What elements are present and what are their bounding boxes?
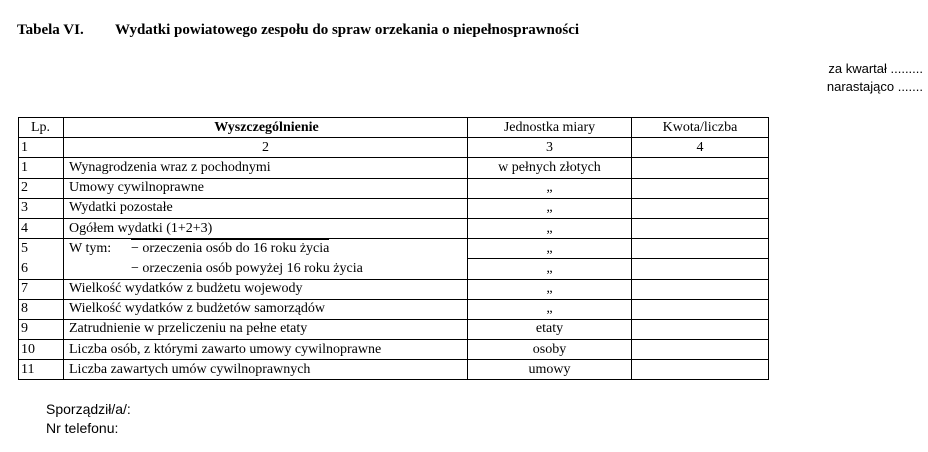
column-number-3: 3	[468, 138, 632, 158]
column-number-1: 1	[19, 138, 64, 158]
row-description: Wynagrodzenia wraz z pochodnymi	[64, 158, 468, 178]
row-lp: 8	[19, 299, 64, 319]
expenses-table	[18, 117, 769, 380]
header-value: Kwota/liczba	[632, 118, 769, 138]
row-description: Umowy cywilnoprawne	[64, 178, 468, 198]
table-header-row	[19, 118, 769, 138]
row-unit: w pełnych złotych	[468, 158, 632, 178]
prepared-by-label: Sporządził/a/:	[46, 401, 131, 417]
table-row	[19, 360, 769, 380]
row-value-cell[interactable]	[632, 178, 769, 198]
row-unit: „	[468, 198, 632, 218]
row-description: Liczba zawartych umów cywilnoprawnych	[64, 360, 468, 380]
period-cumulative: narastająco .......	[826, 79, 923, 94]
row-lp: 5	[19, 239, 64, 259]
row-value-cell[interactable]	[632, 218, 769, 238]
row-unit: „	[468, 218, 632, 238]
footer-block	[46, 400, 131, 438]
table-row	[19, 178, 769, 198]
table-row	[19, 340, 769, 360]
row-description: − orzeczenia osób do 16 roku życia	[131, 241, 330, 257]
row-description-group	[64, 259, 468, 279]
row-value-cell[interactable]	[632, 360, 769, 380]
table-row	[19, 259, 769, 279]
row-unit: „	[468, 178, 632, 198]
row-value-cell[interactable]	[632, 239, 769, 259]
row-unit: „	[468, 279, 632, 299]
column-number-4: 4	[632, 138, 769, 158]
row-lp: 1	[19, 158, 64, 178]
table-row	[19, 279, 769, 299]
phone-label: Nr telefonu:	[46, 420, 119, 436]
table-row	[19, 239, 769, 259]
table-row	[19, 299, 769, 319]
row-description: Ogółem wydatki (1+2+3)	[64, 218, 468, 238]
column-number-row	[19, 138, 769, 158]
row-unit: „	[468, 259, 632, 279]
row-value-cell[interactable]	[632, 259, 769, 279]
row-description-group	[64, 239, 468, 259]
row-unit: „	[468, 239, 632, 259]
row-lp: 6	[19, 259, 64, 279]
row-unit: osoby	[468, 340, 632, 360]
period-block	[827, 60, 923, 96]
table-row	[19, 158, 769, 178]
row-lp: 2	[19, 178, 64, 198]
row-value-cell[interactable]	[632, 279, 769, 299]
row-prefix: W tym:	[69, 241, 112, 257]
header-description: Wyszczególnienie	[64, 118, 468, 138]
row-description: Wielkość wydatków z budżetu wojewody	[64, 279, 468, 299]
row-lp: 4	[19, 218, 64, 238]
period-quarter: za kwartał .........	[828, 61, 923, 76]
row-value-cell[interactable]	[632, 198, 769, 218]
row-value-cell[interactable]	[632, 319, 769, 339]
table-row	[19, 198, 769, 218]
row-description: Wydatki pozostałe	[64, 198, 468, 218]
row-lp: 3	[19, 198, 64, 218]
table-row	[19, 319, 769, 339]
row-value-cell[interactable]	[632, 158, 769, 178]
table-row	[19, 218, 769, 238]
row-unit: „	[468, 299, 632, 319]
row-value-cell[interactable]	[632, 340, 769, 360]
table-title-label: Tabela VI.	[17, 22, 84, 38]
row-lp: 11	[19, 360, 64, 380]
row-lp: 7	[19, 279, 64, 299]
header-unit: Jednostka miary	[468, 118, 632, 138]
row-value-cell[interactable]	[632, 299, 769, 319]
table-title	[17, 22, 579, 39]
table-title-text: Wydatki powiatowego zespołu do spraw orzekania o niepełnosprawności	[115, 22, 580, 38]
row-lp: 10	[19, 340, 64, 360]
row-description: Liczba osób, z którymi zawarto umowy cywilnoprawne	[64, 340, 468, 360]
row-description: − orzeczenia osób powyżej 16 roku życia	[131, 260, 363, 276]
header-lp: Lp.	[19, 118, 64, 138]
row-description: Wielkość wydatków z budżetów samorządów	[64, 299, 468, 319]
column-number-2: 2	[64, 138, 468, 158]
row-description: Zatrudnienie w przeliczeniu na pełne etaty	[64, 319, 468, 339]
row-unit: umowy	[468, 360, 632, 380]
row-lp: 9	[19, 319, 64, 339]
row-unit: etaty	[468, 319, 632, 339]
